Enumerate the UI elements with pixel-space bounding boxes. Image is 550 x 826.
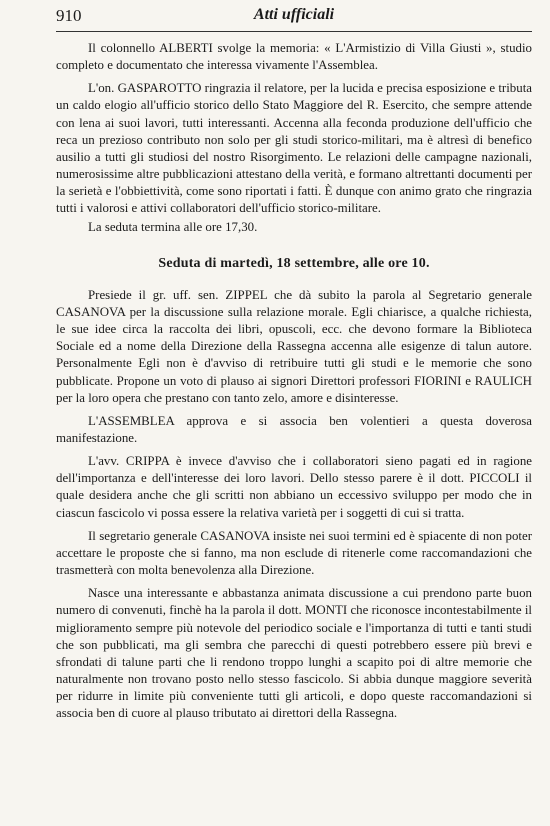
- paragraph-gasparotto: L'on. GASPAROTTO ringrazia il relatore, per la lucida e precisa esposizione e tributa un caldo elogio all'ufficio storico dello Stato Maggiore del R. Esercito, che sempre attende con lena ai suoi lavori, tutti interessanti. Accenna alla feconda produzione dell'ufficio che reca un prezioso contributo non solo per gli studi storico-militari, ma è altresì di benefico ausilio a tutti gli studiosi del nostro Risorgimento. Le relazioni delle campagne nazionali, numerosissime altre pubblicazioni attestano della verità, e formano altrettanti documenti per la serietà e l'obbiettività, come sono riportati i fatti. È dunque con animo grato che ringrazia tutti i valorosi e attivi collaboratori dell'ufficio storico-militare.: [56, 81, 532, 216]
- page-number: 910: [56, 6, 82, 25]
- paragraph-alberti: Il colonnello ALBERTI svolge la memoria: « L'Armistizio di Villa Giusti », studio completo e documentato che interessa vivamente l'Assemblea.: [56, 41, 532, 73]
- session-closing-line: La seduta termina alle ore 17,30.: [88, 219, 258, 234]
- page-body: [56, 40, 532, 728]
- page-header: [56, 4, 532, 30]
- header-rule: [56, 31, 532, 32]
- paragraph-assemblea: L'ASSEMBLEA approva e si associa ben volentieri a questa doverosa manifestazione.: [56, 413, 532, 445]
- running-title: Atti ufficiali: [253, 6, 335, 23]
- paragraph-monti: Nasce una interessante e abbastanza animata discussione a cui prendono parte buon numero di convenuti, finchè ha la parola il dott. MONTI che riconosce incontestabilmente il miglioramento sempre più notevole del periodico sociale e l'importanza di tutti e tanti studi che son pubblicati, ma gli sembra che parecchi di questi potrebbero essere più brevi e sfrondati di talune parti che li rendono troppo lunghi a scapito poi di altre memorie che naturalmente non trovano posto nello stesso fascicolo. Si abbia dunque maggiore severità per ridurre in limite più conveniente tutti gli articoli, e dopo queste raccomandazioni si associa ben di cuore al plauso tributato ai direttori della Rassegna.: [56, 586, 532, 721]
- paragraph-casanova: Il segretario generale CASANOVA insiste nei suoi termini ed è spiacente di non poter accettare le proposte che si fanno, ma non esclude di ritenerle come raccomandazioni che trasmetterà con molta benevolenza alla Direzione.: [56, 528, 532, 578]
- session-heading: Seduta di martedì, 18 settembre, alle ore 10.: [158, 255, 430, 271]
- paragraph-zippel: Presiede il gr. uff. sen. ZIPPEL che dà subito la parola al Segretario generale CASANOVA per la discussione sulla relazione morale. Egli chiarisce, a qualche richiesta, le sue idee circa la raccolta dei libri, opuscoli, ecc. che devono formare la Biblioteca Sociale ed a nome della Direzione della Rassegna accenna alle esigenze di talun autore. Personalmente Egli non è d'avviso di retribuire tutti gli studi e le memorie che sono pubblicate. Propone un voto di plauso ai signori Direttori professori FIORINI e RAULICH per la loro opera che prestano con tanto zelo, amore e disinteresse.: [56, 287, 532, 405]
- paragraph-crippa: L'avv. CRIPPA è invece d'avviso che i collaboratori sieno pagati ed in ragione dell'importanza e dell'interesse dei loro lavori. Dello stesso parere è il dott. PICCOLI il quale desidera anche che gli scritti non abbiano un eccessivo sviluppo per modo che in ciascun fascicolo vi possa essere la relativa varietà per i soggetti di cui si tratta.: [56, 454, 532, 520]
